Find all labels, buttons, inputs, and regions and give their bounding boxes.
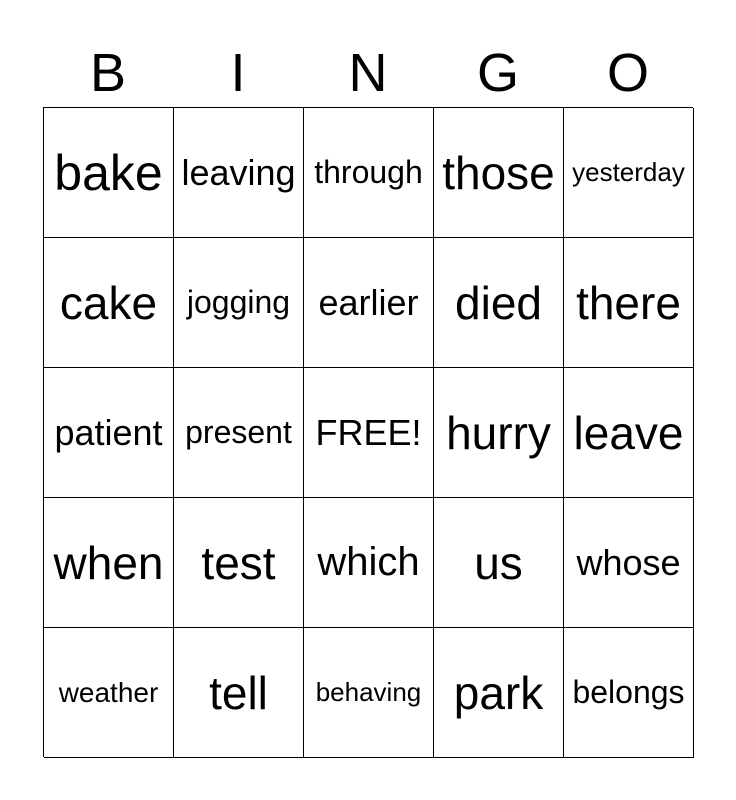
bingo-cell[interactable] [44,108,174,238]
cell-word: leave [573,406,684,459]
cell-word: whose [576,541,681,583]
bingo-cell[interactable] [174,498,304,628]
header-letter-n: N [348,43,388,103]
cell-word: tell [209,666,268,719]
cell-word: cake [59,276,158,329]
bingo-cell[interactable] [304,498,434,628]
bingo-cell[interactable] [174,628,304,758]
header-letter-g: G [476,43,519,103]
cell-word: test [201,536,276,589]
bingo-cell[interactable] [564,238,694,368]
bingo-header [43,40,693,106]
bingo-cell[interactable] [304,238,434,368]
bingo-cell[interactable] [304,108,434,238]
bingo-cell[interactable] [304,628,434,758]
bingo-cell[interactable] [564,108,694,238]
cell-word: park [453,666,544,719]
cell-word: jogging [186,284,291,320]
bingo-cell[interactable] [44,628,174,758]
bingo-cell[interactable] [44,238,174,368]
header-letter-i: I [230,43,246,103]
cell-word: through [314,154,423,190]
cell-word: there [576,276,681,329]
bingo-cell[interactable] [434,368,564,498]
cell-word: leaving [181,151,296,193]
cell-word: which [317,540,420,584]
cell-word: earlier [318,281,419,323]
cell-word: yesterday [572,157,685,187]
cell-word: died [455,276,542,329]
cell-word: weather [58,676,159,708]
cell-word: us [474,536,523,589]
header-letter-o: O [606,43,649,103]
cell-word: FREE! [315,411,422,453]
bingo-cell[interactable] [174,108,304,238]
bingo-cell[interactable] [44,368,174,498]
bingo-card-grid [43,107,693,757]
cell-word: patient [54,411,163,453]
bingo-cell[interactable] [44,498,174,628]
bingo-cell[interactable] [434,238,564,368]
bingo-cell[interactable] [434,498,564,628]
cell-word: hurry [446,406,551,459]
cell-word: those [442,146,555,199]
header-letter-b: B [89,43,127,103]
bingo-cell[interactable] [174,238,304,368]
bingo-cell[interactable] [564,368,694,498]
bingo-cell[interactable] [434,628,564,758]
bingo-cell free-space[interactable] [304,368,434,498]
cell-word: belongs [572,674,685,710]
bingo-cell[interactable] [434,108,564,238]
cell-word: when [53,536,164,589]
bingo-cell[interactable] [564,628,694,758]
bingo-cell[interactable] [174,368,304,498]
cell-word: behaving [315,677,422,707]
cell-word: present [185,414,292,450]
cell-word: bake [54,144,163,201]
bingo-cell[interactable] [564,498,694,628]
